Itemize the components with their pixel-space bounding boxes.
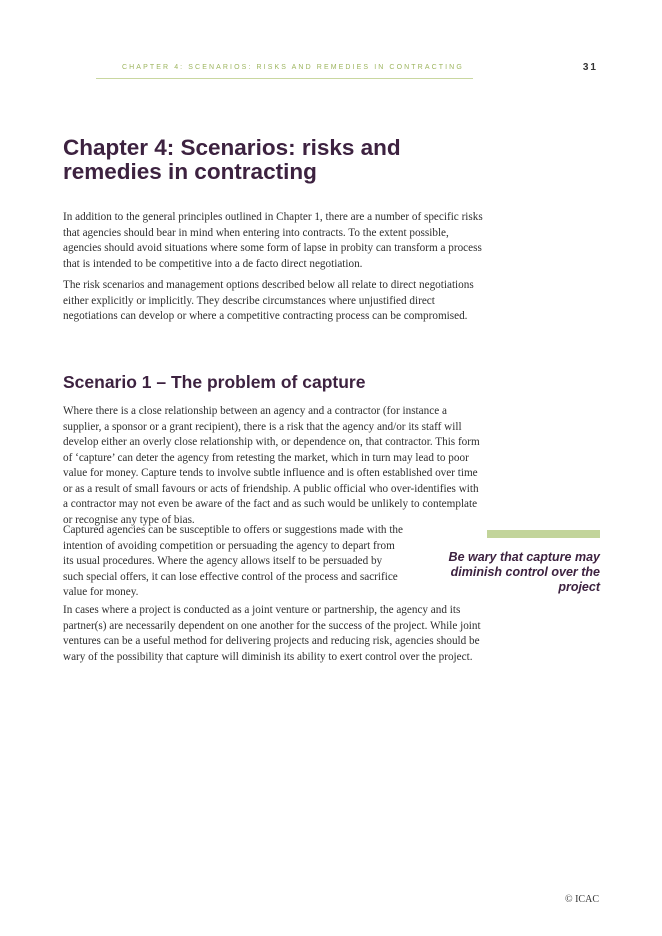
intro-paragraph: In addition to the general principles outlined in Chapter 1, there are a number of specific risks that agencies should bear in mind when entering into contracts. To the extent possible, agencies should avoid situations where some form of lapse in probity can transform a process that is intended to be competitive into a de facto direct negotiation. [63,211,483,270]
pullquote-accent-bar [487,530,600,538]
page-number: 31 [582,62,598,73]
header-divider [96,78,473,79]
copyright-footer: © ICAC [565,894,599,905]
chapter-title: Chapter 4: Scenarios: risks and remedies in contracting [63,135,401,184]
intro-section [63,210,483,331]
scenario-1-title: Scenario 1 – The problem of capture [63,372,366,392]
body-paragraph: Captured agencies can be susceptible to offers or suggestions made with the intention of avoiding competition or persuading the agency to depart from its usual procedures. Where the agency allows itself to be persuaded by such special offers, it can lose effective control of the process and sacrifice value for money. [63,524,403,598]
scenario-1-body-continued [63,603,483,671]
intro-paragraph: The risk scenarios and management options described below all relate to direct negotiations either explicitly or implicitly. They describe circumstances where unjustified direct negotiations can develop or where a competitive contracting process can be compromised. [63,279,474,322]
body-paragraph: In cases where a project is conducted as a joint venture or partnership, the agency and its partner(s) are necessarily dependent on one another for the success of the project. While joint ventures can be a useful method for delivering projects and reducing risk, agencies should be wary of the possibility that capture will diminish its ability to exert control over the project. [63,604,481,663]
scenario-1-body-narrow [63,523,403,607]
scenario-1-body [63,404,481,534]
body-paragraph: Where there is a close relationship between an agency and a contractor (for instance a supplier, a sponsor or a grant recipient), there is a risk that the agency and/or its staff will develop either an overly close relationship with, or dependence on, that contractor. This form of ‘capture’ can deter the agency from retesting the market, which in turn may lead to poor value for money. Capture tends to involve subtle influence and is often established over time or as a result of small favours or acts of friendship. A public official who over-identifies with a contractor may not even be aware of the fact and as such would be unlikely to contemplate or recognise any type of bias. [63,405,480,526]
pullquote: Be wary that capture may diminish control over the project [448,550,600,594]
running-header: CHAPTER 4: SCENARIOS: RISKS AND REMEDIES IN CONTRACTING [122,64,464,71]
